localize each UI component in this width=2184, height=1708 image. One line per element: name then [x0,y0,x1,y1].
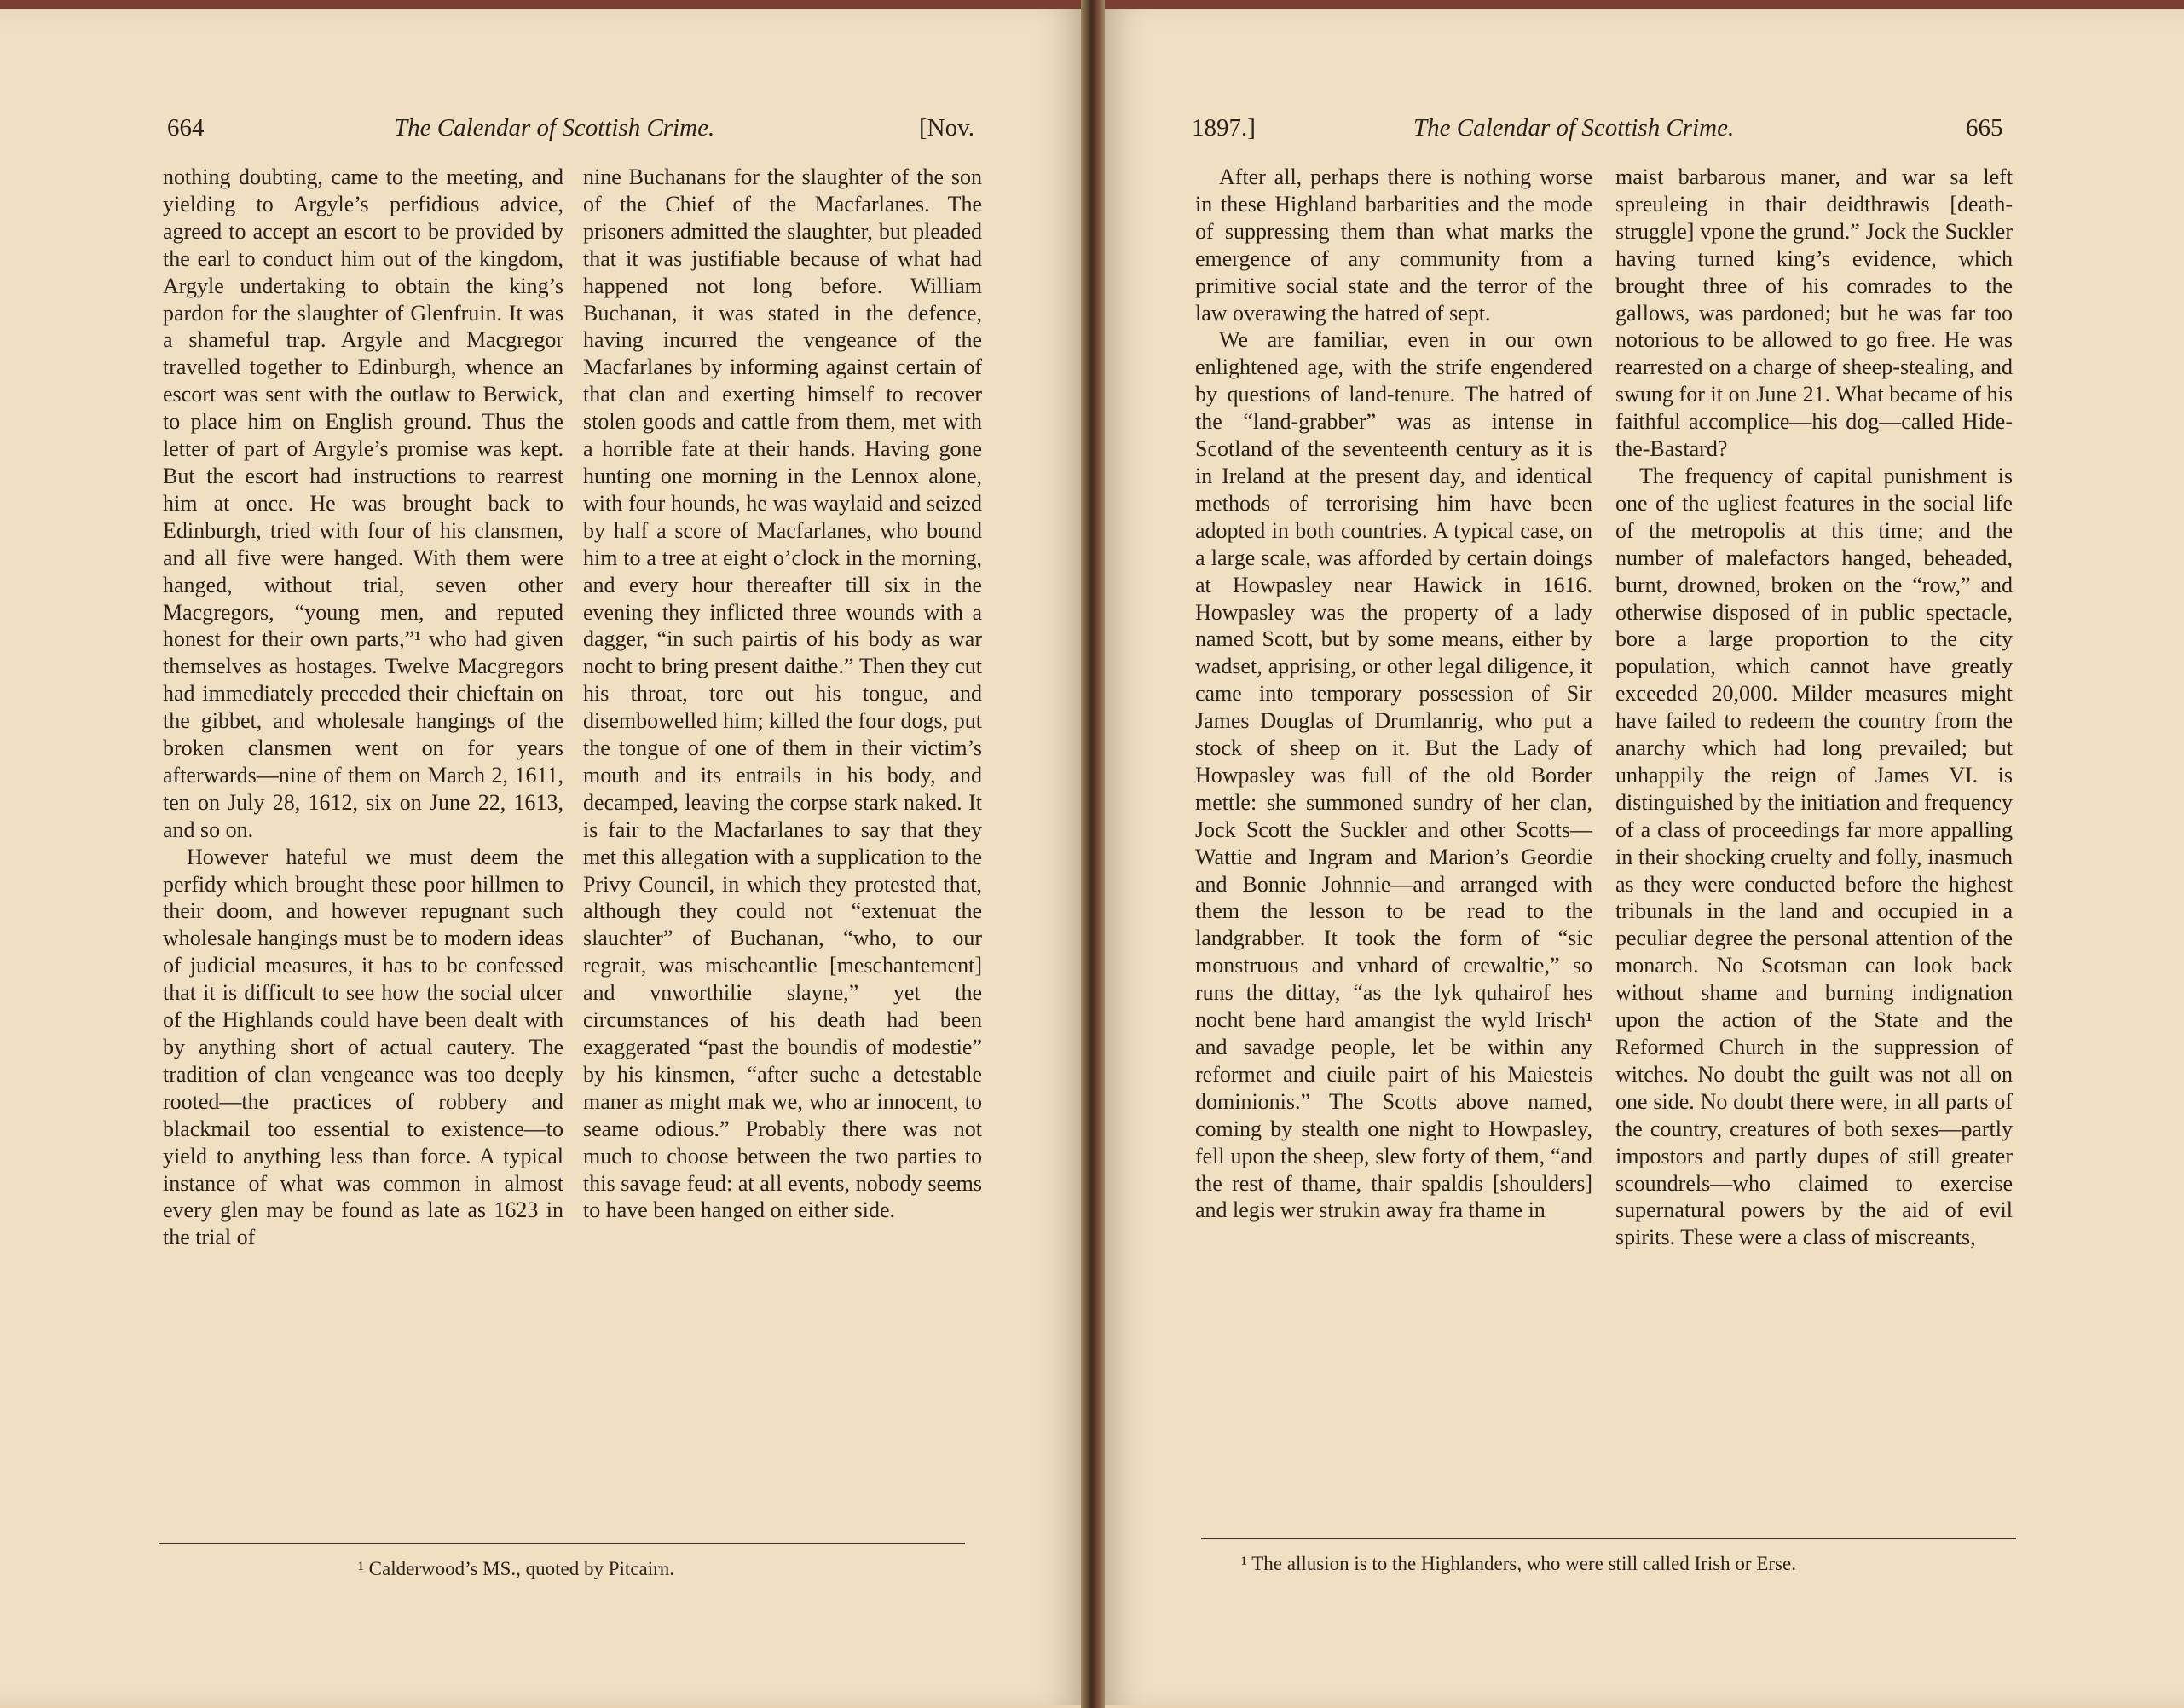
running-title: The Calendar of Scottish Crime. [1413,114,1735,141]
footnote: ¹ Calderwood’s MS., quoted by Pitcairn. [358,1558,675,1579]
paragraph: nothing doubting, came to the meeting, and yielding to Argyle’s perfidious advice, agreed to accept an escort to be provided by the earl to conduct him out of the kingdom, Argyle undertaking to obtain the king’s pardon for the slaughter of Glenfruin. It was a shameful trap. Argyle and Macgregor travelled together to Edinburgh, whence an escort was sent with the outlaw to Berwick, to place him on English ground. Thus the letter of part of Argyle’s promise was kept. But the escort had instructions to rearrest him at once. He was brought back to Edinburgh, tried with four of his clansmen, and all five were hanged. With them were hanged, without trial, seven other Macgregors, “young men, and reputed honest for their own parts,”¹ who had given themselves as hostages. Twelve Macgregors had immediately preceded their chieftain on the gibbet, and wholesale hangings of the broken clansmen went on for years afterwards—nine of them on March 2, 1611, ten on July 28, 1612, six on June 22, 1613, and so on. [163,164,563,842]
footnote-rule [159,1543,965,1544]
footnote: ¹ The allusion is to the Highlanders, who were still called Irish or Erse. [1241,1553,1796,1574]
right-page-column-2 [1615,164,2013,1251]
page-number: 665 [1966,114,2003,141]
footnote-rule [1201,1538,2016,1539]
paragraph: maist barbarous maner, and war sa left spreuleing in thair deidthrawis [death-struggle] vpone the grund.” Jock the Suckler having turned king’s evidence, which brought three of his comrades to the gallows, was pardoned; but he was far too notorious to be allowed to go free. He was rearrested on a charge of sheep-stealing, and swung for it on June 21. What became of his faithful accomplice—his dog—called Hide-the-Bastard? [1615,164,2013,462]
left-page [0,9,1081,1705]
paragraph: However hateful we must deem the perfidy which brought these poor hillmen to their doom, and however repugnant such wholesale hangings must be to modern ideas of judicial measures, it has to be confessed that it is difficult to see how the social ulcer of the Highlands could have been dealt with by anything short of actual cautery. The tradition of clan vengeance was too deeply rooted—the practices of robbery and blackmail too essential to existence—to yield to anything less than force. A typical instance of what was common in almost every glen may be found as late as 1623 in the trial of [163,844,563,1250]
running-title: The Calendar of Scottish Crime. [394,114,715,141]
paragraph: After all, perhaps there is nothing worse in these Highland barbarities and the mode of suppressing them than what marks the emergence of any community from a primitive social state and the terror of the law overawing the hatred of sept. [1195,164,1592,326]
paragraph: We are familiar, even in our own enlightened age, with the strife engendered by questions of land-tenure. The hatred of the “land-grabber” was as intense in Scotland of the seventeenth century as it is in Ireland at the present day, and identical methods of terrorising him have been adopted in both countries. A typical case, on a large scale, was afforded by certain doings at Howpasley near Hawick in 1616. Howpasley was the property of a lady named Scott, but by some means, either by wadset, apprising, or other legal diligence, it came into temporary possession of Sir James Douglas of Drumlanrig, who put a stock of sheep on it. But the Lady of Howpasley was full of the old Border mettle: she summoned sundry of her clan, Jock Scott the Suckler and other Scotts—Wattie and Ingram and Marion’s Geordie and Bonnie Johnnie—and arranged with them the lesson to be read to the landgrabber. It took the form of “sic monstruous and vnhard of crewaltie,” so runs the dittay, “as the lyk quhairof hes nocht bene hard amangist the wyld Irisch¹ and savadge people, let be within any reformet and ciuile pairt of his Maiesteis dominionis.” The Scotts above named, coming by stealth one night to Howpasley, fell upon the sheep, slew forty of them, “and the rest of thame, thair spaldis [shoulders] and legis wer strukin away fra thame in [1195,327,1592,1223]
paragraph: nine Buchanans for the slaughter of the son of the Chief of the Macfarlanes. The prisoners admitted the slaughter, but pleaded that it was justifiable because of what had happened not long before. William Buchanan, it was stated in the defence, having incurred the vengeance of the Macfarlanes by informing against certain of that clan and exerting himself to recover stolen goods and cattle from them, met with a horrible fate at their hands. Having gone hunting one morning in the Lennox alone, with four hounds, he was waylaid and seized by half a score of Macfarlanes, who bound him to a tree at eight o’clock in the morning, and every hour thereafter till six in the evening they inflicted three wounds with a dagger, “in such pairtis of his body as war nocht to bring present daithe.” Then they cut his throat, tore out his tongue, and disembowelled him; killed the four dogs, put the tongue of one of them in their victim’s mouth and its entrails in his body, and decamped, leaving the corpse stark naked. It is fair to the Macfarlanes to say that they met this allegation with a supplication to the Privy Council, in which they protested that, although they could not “extenuat the slauchter” of Buchanan, “who, to our regrait, was mischeantlie [meschantement] and vnworthilie slayne,” yet the circumstances of his death had been exaggerated “past the boundis of modestie” by his kinsmen, “after suche a detestable maner as might mak we, who ar innocent, to seame odious.” Probably there was not much to choose between the two parties to this savage feud: at all events, nobody seems to have been hanged on either side. [583,164,982,1223]
book-gutter [1081,0,1105,1708]
running-mark: [Nov. [919,114,974,141]
running-mark: 1897.] [1192,114,1256,141]
right-page-column-1 [1195,164,1592,1224]
page-number: 664 [167,114,205,141]
paragraph: The frequency of capital punishment is one of the ugliest features in the social life of the metropolis at this time; and the number of malefactors hanged, beheaded, burnt, drowned, broken on the “row,” and otherwise disposed of in public spectacle, bore a large proportion to the city population, which cannot have greatly exceeded 20,000. Milder measures might have failed to redeem the country from the anarchy which had long prevailed; but unhappily the reign of James VI. is distinguished by the initiation and frequency of a class of proceedings far more appalling in their shocking cruelty and folly, inasmuch as they were conducted before the highest tribunals in the land and occupied in a peculiar degree the personal attention of the monarch. No Scotsman can look back without shame and burning indignation upon the action of the State and the Reformed Church in the suppression of witches. No doubt the guilt was not all on one side. No doubt there were, in all parts of the country, creatures of both sexes—partly impostors and partly dupes of still greater scoundrels—who claimed to exercise supernatural powers by the aid of evil spirits. These were a class of miscreants, [1615,463,2013,1250]
left-page-column-1 [163,164,563,1251]
left-page-column-2 [583,164,982,1224]
right-page [1105,9,2184,1705]
